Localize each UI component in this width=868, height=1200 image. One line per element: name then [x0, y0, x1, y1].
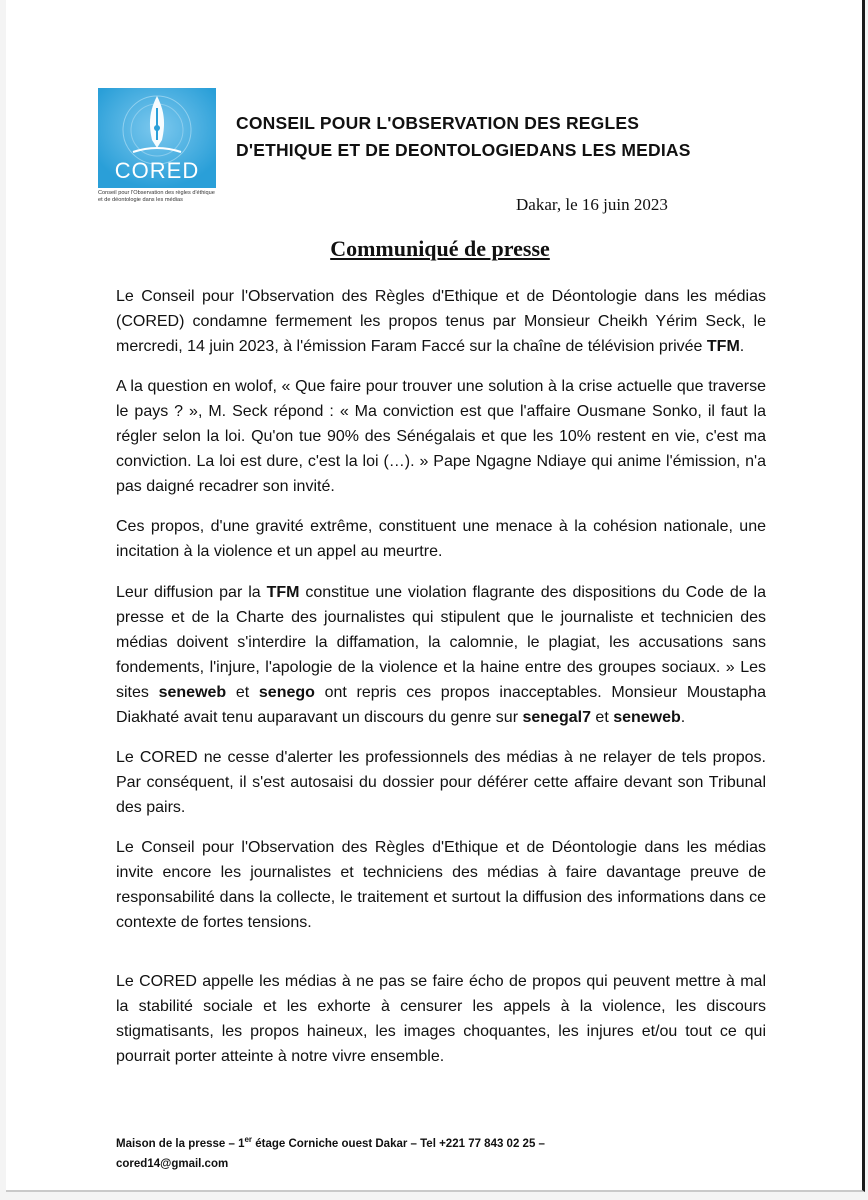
- cored-logo: [98, 88, 216, 211]
- footer-address: Maison de la presse – 1er étage Corniche ouest Dakar – Tel +221 77 843 02 25 –: [116, 1135, 545, 1150]
- paragraph-3: Ces propos, d'une gravité extrême, constituent une menace à la cohésion nationale, une incitation à la violence et un appel au meurtre.: [116, 518, 766, 560]
- seneweb-bold: seneweb: [158, 684, 227, 701]
- paragraph-7: Le CORED appelle les médias à ne pas se faire écho de propos qui peuvent mettre à mal la stabilité sociale et les exhorte à censurer les appels à la violence, les discours stigmatisants, les propos haineux, les images choquantes, les injures et/ou tout ce qui pourrait porter atteinte à notre vivre ensemble.: [116, 973, 766, 1065]
- footer-email: cored14@gmail.com: [116, 1157, 229, 1170]
- logo-caption: Conseil pour l'Observation des règles d'éthique et de déontologie dans les médias: [98, 190, 215, 203]
- paragraph-6: Le Conseil pour l'Observation des Règles d'Ethique et de Déontologie dans les médias invite encore les journalistes et techniciens des médias à faire davantage preuve de responsabilité dans la collecte, le traitement et surtout la diffusion des informations dans ce contexte de fortes tensions.: [116, 839, 766, 931]
- document-page: [6, 0, 865, 1192]
- paragraph-2: A la question en wolof, « Que faire pour trouver une solution à la crise actuelle que traverse le pays ? », M. Seck répond : « Ma conviction est que l'affaire Ousmane Sonko, il faut la régler selon la loi. Qu'on tue 90% des Sénégalais et que les 10% restent en vie, c'est ma conviction. La loi est dure, c'est la loi (…). » Pape Ngagne Ndiaye qui anime l'émission, n'a pas daigné recadrer son invité.: [116, 378, 766, 495]
- logo-wordmark: CORED: [114, 158, 200, 183]
- tfm-bold: TFM: [706, 338, 740, 355]
- senego-bold: senego: [258, 684, 315, 701]
- logo-emblem: [98, 88, 216, 188]
- heading-line-1: CONSEIL POUR L'OBSERVATION DES REGLES: [236, 113, 640, 133]
- press-release-body: [116, 284, 766, 1084]
- paragraph-1: Le Conseil pour l'Observation des Règles d'Ethique et de Déontologie dans les médias (CORED) condamne fermement les propos tenus par Monsieur Cheikh Yérim Seck, le mercredi, 14 juin 2023, à l'émission Faram Faccé sur la chaîne de télévision privée TFM.: [116, 288, 766, 355]
- seneweb-bold: seneweb: [613, 709, 681, 726]
- date-line: Dakar, le 16 juin 2023: [516, 195, 668, 214]
- heading-line-2: D'ETHIQUE ET DE DEONTOLOGIEDANS LES MEDIAS: [236, 140, 691, 160]
- tfm-bold: TFM: [266, 584, 300, 601]
- organization-heading: [236, 110, 776, 164]
- footer-contact: [116, 1130, 716, 1174]
- press-release-title: Communiqué de presse: [330, 236, 550, 261]
- paragraph-5: Le CORED ne cesse d'alerter les professionnels des médias à ne relayer de tels propos. Par conséquent, il s'est autosaisi du dossier pour déférer cette affaire devant son Tribunal des pairs.: [116, 749, 766, 816]
- senegal7-bold: senegal7: [522, 709, 591, 726]
- paragraph-4: Leur diffusion par la TFM constitue une violation flagrante des dispositions du Code de la presse et de la Charte des journalistes qui stipulent que le journaliste et technicien des médias doivent s'interdire la diffamation, la calomnie, le plagiat, les accusations sans fondements, l'injure, l'apologie de la violence et la haine entre des groupes sociaux. » Les sites seneweb et senego ont repris ces propos inacceptables. Monsieur Moustapha Diakhaté avait tenu auparavant un discours du genre sur senegal7 et seneweb.: [116, 584, 767, 726]
